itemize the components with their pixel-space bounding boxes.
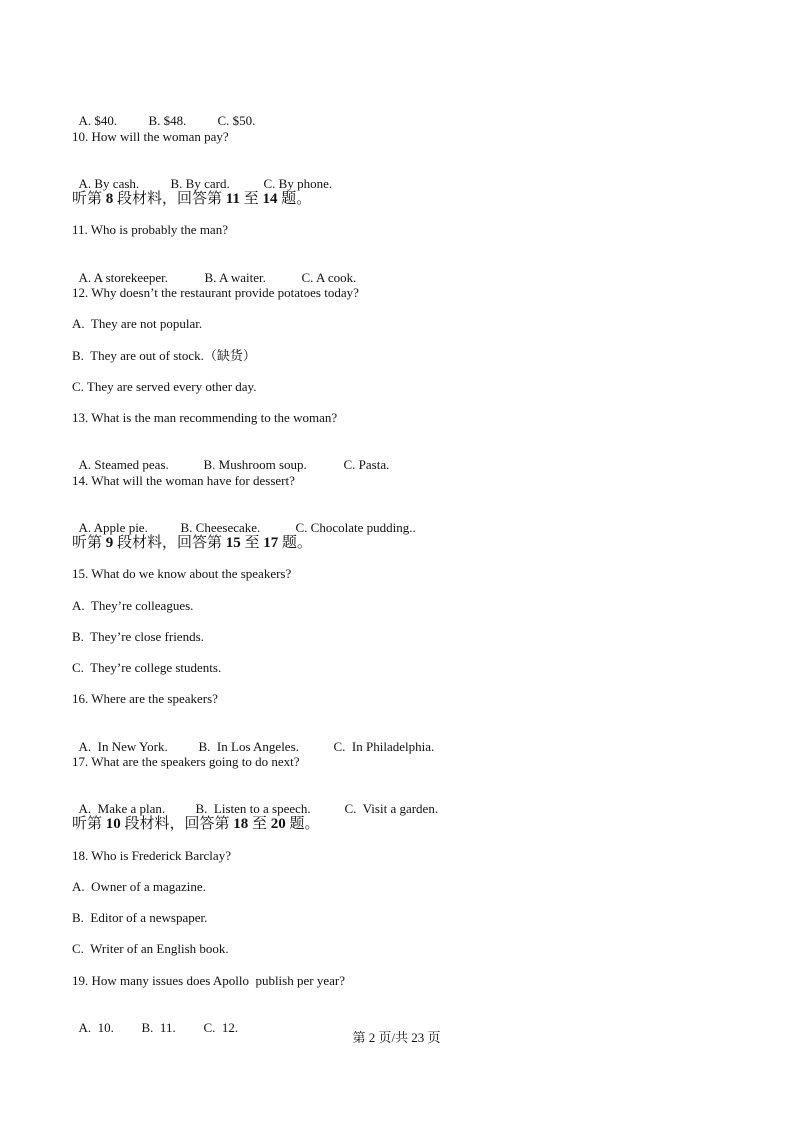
sec10-from: 18	[233, 816, 249, 832]
q17-option-b: B. Listen to a speech.	[195, 801, 311, 816]
sec9-mid2: 至	[240, 535, 264, 551]
q12-option-b: B. They are out of stock.（缺货）	[72, 348, 256, 363]
sec9-num: 9	[105, 535, 114, 551]
q15-question: 15. What do we know about the speakers?	[72, 566, 292, 581]
q10-question: 10. How will the woman pay?	[72, 129, 229, 144]
q9-option-c: C. $50.	[217, 113, 256, 128]
q14-question: 14. What will the woman have for dessert?	[72, 473, 295, 488]
page-footer: 第 2 页/共 23 页	[352, 1030, 441, 1045]
sec10-to: 20	[270, 816, 286, 832]
q10-option-c: C. By phone.	[263, 176, 333, 191]
sec10-mid1: 段材料，回答第	[120, 816, 234, 832]
sec10-pre: 听第	[72, 816, 106, 832]
q10-option-b: B. By card.	[170, 176, 230, 191]
q13-options	[72, 441, 389, 473]
q16-options	[72, 723, 434, 755]
q12-option-c: C. They are served every other day.	[72, 379, 257, 394]
sec10-post: 题。	[285, 816, 320, 832]
q15-option-b: B. They’re close friends.	[72, 629, 204, 644]
sec8-mid2: 至	[239, 191, 263, 207]
q19-option-c: C. 12.	[203, 1020, 239, 1035]
q12-question: 12. Why doesn’t the restaurant provide potatoes today?	[72, 285, 359, 300]
q9-options	[72, 97, 255, 129]
q11-option-b: B. A waiter.	[204, 270, 266, 285]
q10-option-a: A. By cash.	[78, 176, 140, 191]
q13-option-a: A. Steamed peas.	[78, 457, 169, 472]
q13-question: 13. What is the man recommending to the woman?	[72, 410, 338, 425]
sec10-num: 10	[105, 816, 121, 832]
q14-option-b: B. Cheesecake.	[180, 520, 261, 535]
q15-option-a: A. They’re colleagues.	[72, 598, 194, 613]
sec8-to: 14	[262, 191, 278, 207]
sec9-mid1: 段材料，回答第	[113, 535, 226, 551]
sec10-mid2: 至	[248, 816, 271, 832]
q18-option-c: C. Writer of an English book.	[72, 941, 229, 956]
sec9-post: 题。	[278, 535, 313, 551]
q15-option-c: C. They’re college students.	[72, 660, 222, 675]
q16-option-b: B. In Los Angeles.	[198, 739, 299, 754]
sec9-to: 17	[263, 535, 279, 551]
q10-options	[72, 160, 332, 192]
sec8-mid1: 段材料，回答第	[113, 191, 226, 207]
q18-question: 18. Who is Frederick Barclay?	[72, 848, 231, 863]
sec8-pre: 听第	[72, 191, 106, 207]
q17-question: 17. What are the speakers going to do next?	[72, 754, 300, 769]
section-heading-10	[72, 816, 320, 832]
q13-option-b: B. Mushroom soup.	[203, 457, 307, 472]
q16-question: 16. Where are the speakers?	[72, 691, 218, 706]
q9-option-a: A. $40.	[78, 113, 118, 128]
q14-options	[72, 504, 416, 536]
sec8-num: 8	[105, 191, 114, 207]
q12-option-a: A. They are not popular.	[72, 316, 203, 331]
q16-option-c: C. In Philadelphia.	[333, 739, 435, 754]
sec8-from: 11	[225, 191, 240, 207]
q11-options	[72, 254, 356, 286]
sec8-post: 题。	[277, 191, 312, 207]
q19-question: 19. How many issues does Apollo publish per year?	[72, 973, 345, 988]
q11-option-a: A. A storekeeper.	[78, 270, 169, 285]
q18-option-a: A. Owner of a magazine.	[72, 879, 206, 894]
q19-option-a: A. 10.	[78, 1020, 114, 1035]
q14-option-c: C. Chocolate pudding..	[295, 520, 416, 535]
q14-option-a: A. Apple pie.	[78, 520, 148, 535]
q17-option-a: A. Make a plan.	[78, 801, 166, 816]
q9-option-b: B. $48.	[148, 113, 187, 128]
q11-question: 11. Who is probably the man?	[72, 222, 228, 237]
q13-option-c: C. Pasta.	[343, 457, 390, 472]
section-heading-9	[72, 535, 312, 551]
q19-option-b: B. 11.	[141, 1020, 176, 1035]
q11-option-c: C. A cook.	[301, 270, 357, 285]
q16-option-a: A. In New York.	[78, 739, 168, 754]
sec9-pre: 听第	[72, 535, 106, 551]
q17-option-c: C. Visit a garden.	[344, 801, 439, 816]
q17-options	[72, 785, 438, 817]
section-heading-8	[72, 191, 311, 207]
q18-option-b: B. Editor of a newspaper.	[72, 910, 208, 925]
sec9-from: 15	[225, 535, 241, 551]
